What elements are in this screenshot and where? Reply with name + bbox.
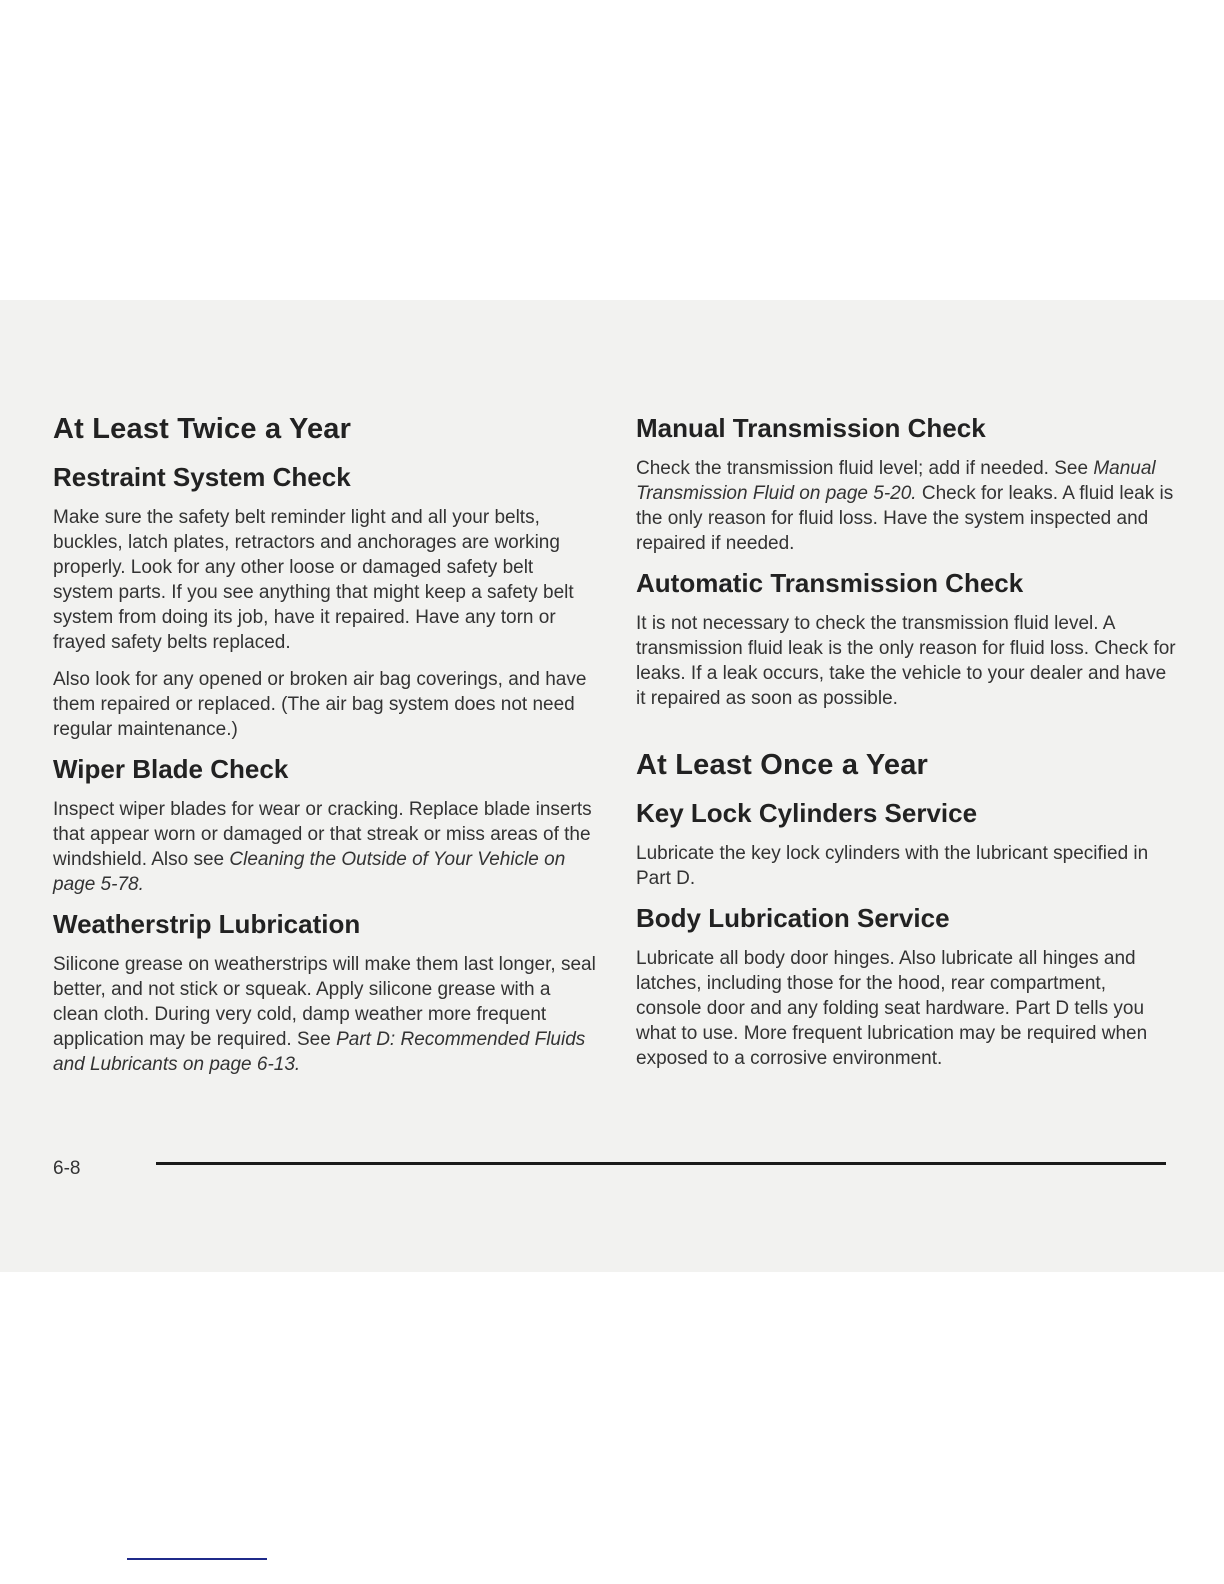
right-column [636,405,1176,1083]
manual-text-after: Check for leaks. A fluid leak is the only reason for fluid loss. Have the system inspected and repaired if needed. [636,483,1174,554]
heading-weatherstrip-lubrication: Weatherstrip Lubrication [53,909,361,939]
wiper-paragraph [53,797,598,897]
bottom-link-underline[interactable] [127,1558,267,1560]
manual-cross-reference[interactable]: Manual Transmission Fluid on page 5-20. [636,458,1156,504]
restraint-paragraph-2: Also look for any opened or broken air bag coverings, and have them repaired or replaced. (The air bag system does not need regular maintenance.) [53,669,587,740]
automatic-transmission-paragraph: It is not necessary to check the transmission fluid level. A transmission fluid leak is the only reason for fluid loss. Check for leaks. If a leak occurs, take the vehicle to your dealer and have it repaired as soon as possible. [636,613,1176,709]
weatherstrip-paragraph [53,952,598,1077]
heading-key-lock-cylinders: Key Lock Cylinders Service [636,798,978,828]
left-column [53,405,598,1089]
key-lock-paragraph: Lubricate the key lock cylinders with the lubricant specified in Part D. [636,843,1149,889]
page-number: 6-8 [53,1158,81,1179]
heading-manual-transmission-check: Manual Transmission Check [636,413,986,443]
wiper-text: Inspect wiper blades for wear or cracking. Replace blade inserts that appear worn or damaged or that streak or miss areas of the windshield. Also see [53,799,592,870]
spacer [636,723,1176,741]
heading-body-lubrication: Body Lubrication Service [636,903,950,933]
restraint-paragraph-1: Make sure the safety belt reminder light and all your belts, buckles, latch plates, retractors and anchorages are working properly. Look for any other loose or damaged safety belt system parts. If you see anything that might keep a safety belt system from doing its job, have it repaired. Have any torn or frayed safety belts replaced. [53,507,574,653]
footer-rule [156,1162,1166,1165]
section-title-twice-a-year: At Least Twice a Year [53,413,352,445]
manual-text-before: Check the transmission fluid level; add if needed. See [636,458,1089,479]
heading-automatic-transmission-check: Automatic Transmission Check [636,568,1024,598]
manual-transmission-paragraph [636,456,1176,556]
page-footer [53,1158,1175,1188]
section-title-once-a-year: At Least Once a Year [636,749,929,781]
heading-wiper-blade-check: Wiper Blade Check [53,754,289,784]
body-lubrication-paragraph: Lubricate all body door hinges. Also lubricate all hinges and latches, including those for the hood, rear compartment, console door and any folding seat hardware. Part D tells you what to use. More frequent lubrication may be required when exposed to a corrosive environment. [636,948,1148,1069]
weatherstrip-text: Silicone grease on weatherstrips will make them last longer, seal better, and not stick or squeak. Apply silicone grease with a clean cloth. During very cold, damp weather more frequent application may be required. See [53,954,596,1050]
wiper-cross-reference[interactable]: Cleaning the Outside of Your Vehicle on page 5-78. [53,849,566,895]
weatherstrip-cross-reference[interactable]: Part D: Recommended Fluids and Lubricants on page 6-13. [53,1029,586,1075]
heading-restraint-system-check: Restraint System Check [53,462,351,492]
